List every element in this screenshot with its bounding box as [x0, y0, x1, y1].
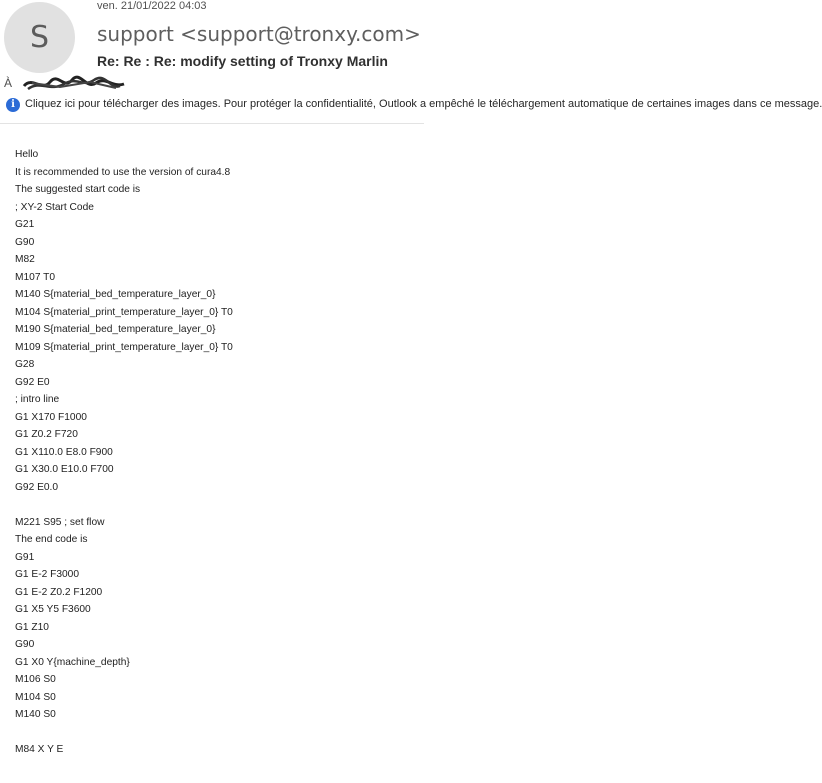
body-line — [15, 724, 420, 742]
body-line: G1 E-2 Z0.2 F1200 — [15, 586, 103, 598]
message-subject: Re: Re : Re: modify setting of Tronxy Marlin — [97, 53, 388, 69]
body-line: G1 Z10 — [15, 621, 49, 633]
body-line: G1 X170 F1000 — [15, 411, 87, 423]
body-line: G1 X110.0 E8.0 F900 — [15, 446, 113, 458]
body-line: G1 X30.0 E10.0 F700 — [15, 464, 114, 475]
sender-avatar[interactable] — [4, 2, 75, 73]
body-line: G28 — [15, 359, 35, 370]
body-line: G92 E0 — [15, 376, 50, 388]
avatar-initial: S — [29, 19, 50, 55]
body-line: M82 — [15, 254, 35, 265]
body-line: M106 S0 — [15, 674, 56, 685]
body-line: G90 — [15, 236, 35, 248]
message-header — [0, 0, 822, 124]
body-line: G21 — [15, 219, 35, 230]
header-divider — [0, 123, 424, 124]
body-line: M109 S{material_print_temperature_layer_0} T0 — [15, 341, 233, 353]
body-line: It is recommended to use the version of cura4.8 — [15, 166, 231, 178]
body-line: M84 X Y E — [15, 744, 64, 755]
body-line: The suggested start code is — [15, 184, 141, 195]
body-line: M221 S95 ; set flow — [15, 516, 105, 528]
body-line: ; intro line — [15, 394, 60, 405]
body-line: M140 S{material_bed_temperature_layer_0} — [15, 289, 216, 300]
body-line: G1 X0 Y{machine_depth} — [15, 656, 130, 668]
message-date: ven. 21/01/2022 04:03 — [97, 0, 207, 12]
body-line — [15, 496, 420, 514]
body-line: M107 T0 — [15, 271, 56, 283]
body-line: Hello — [15, 149, 39, 160]
body-line: The end code is — [15, 534, 88, 545]
recipient-label: À — [4, 76, 13, 90]
body-line: G1 Z0.2 F720 — [15, 429, 78, 440]
body-line: G92 E0.0 — [15, 481, 59, 493]
body-line: ; XY-2 Start Code — [15, 201, 94, 213]
body-line: M104 S0 — [15, 691, 56, 703]
info-icon: i — [6, 98, 20, 112]
message-body — [15, 146, 420, 759]
infobar-text[interactable]: Cliquez ici pour télécharger des images. Pour protéger la confidentialité, Outlook a empêché le téléchargement automatique de certaines images dans ce message. — [25, 98, 822, 110]
body-line: M190 S{material_bed_temperature_layer_0} — [15, 324, 216, 335]
body-line: M104 S{material_print_temperature_layer_0} T0 — [15, 306, 233, 318]
body-line: G1 E-2 F3000 — [15, 569, 79, 580]
body-line: M140 S0 — [15, 709, 56, 720]
sender-name[interactable]: support <support@tronxy.com> — [97, 22, 421, 46]
body-line: G1 X5 Y5 F3600 — [15, 604, 91, 615]
body-line: G90 — [15, 639, 35, 650]
download-images-infobar[interactable] — [0, 94, 822, 116]
body-line: G91 — [15, 551, 35, 563]
redacted-recipient-scribble — [20, 74, 128, 94]
recipient-row — [4, 74, 204, 94]
